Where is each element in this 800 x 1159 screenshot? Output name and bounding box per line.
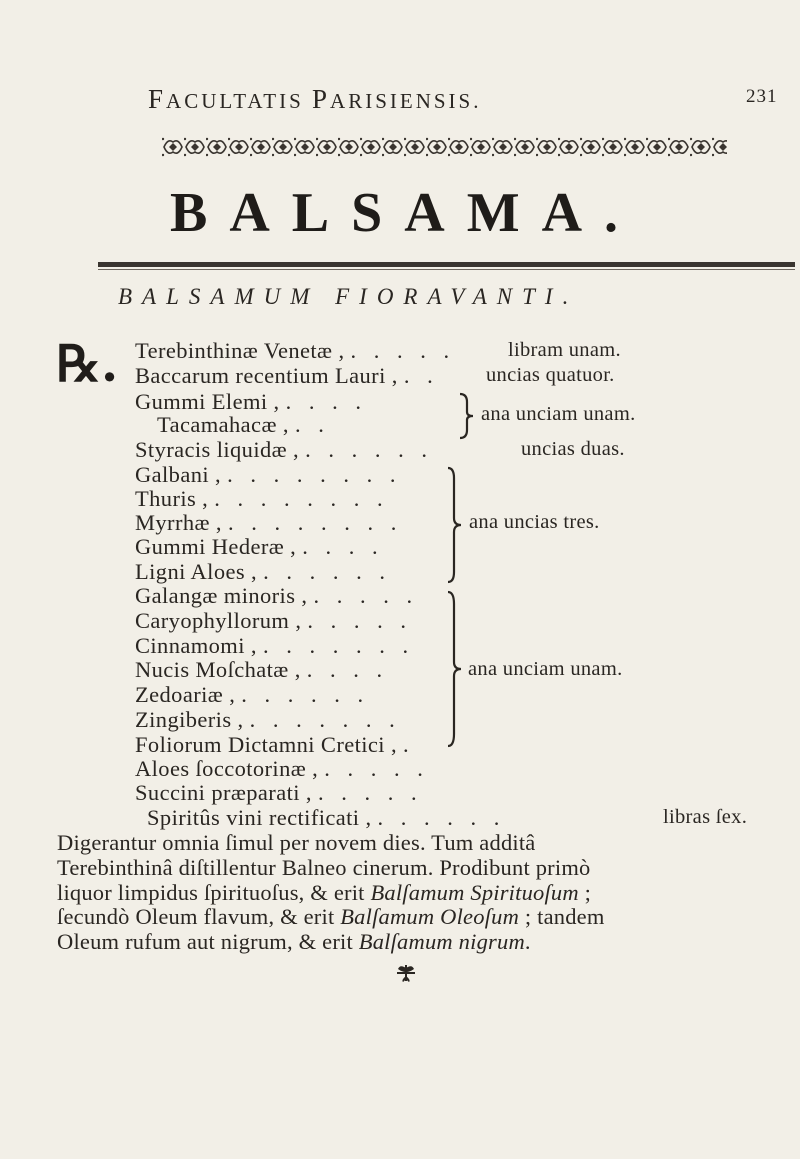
italic-run: Balſamum Spirituoſum xyxy=(370,880,579,905)
leader-dots: . . . . . . . xyxy=(249,707,401,732)
ingredient-name: Aloes ſoccotorinæ , xyxy=(135,756,319,781)
text-run: ; tandem xyxy=(519,904,605,929)
ingredient-name: Gummi Elemi , xyxy=(135,389,280,414)
title-rule-thin xyxy=(98,269,795,270)
recipe-title: BALSAMUM FIORAVANTI. xyxy=(118,284,579,309)
ingredient-line xyxy=(135,437,433,463)
ingredient-name: Galangæ minoris , xyxy=(135,583,308,608)
ingredient-line xyxy=(135,583,418,609)
ingredient-line xyxy=(135,534,384,560)
quantity: uncias quatuor. xyxy=(486,364,615,386)
ingredient-line xyxy=(135,486,389,512)
text-run: . xyxy=(524,929,531,954)
text-line xyxy=(57,929,531,955)
leader-dots: . . . . . xyxy=(317,780,423,805)
brace-icon xyxy=(458,392,476,440)
quantity: uncias duas. xyxy=(521,438,625,460)
text-run: liquor limpidus ſpirituoſus, & erit xyxy=(57,880,371,905)
text-line xyxy=(57,904,605,930)
ingredient-name: Cinnamomi , xyxy=(135,633,257,658)
text-line: Terebinthinâ diſtillentur Balneo cinerum. Prodibunt primò xyxy=(57,855,591,880)
leader-dots: . . xyxy=(294,412,330,437)
leader-dots: . . . . . . xyxy=(263,559,391,584)
ingredient-name: Tacamahacæ , xyxy=(157,412,289,437)
brace-icon xyxy=(446,466,464,584)
leader-dots: . . . . . xyxy=(313,583,419,608)
leader-dots: . . . . xyxy=(285,389,367,414)
leader-dots: . . . . . xyxy=(307,608,413,633)
title-rule-thick xyxy=(98,262,795,267)
ingredient-name: Caryophyllorum , xyxy=(135,608,302,633)
flower-tailpiece-icon xyxy=(393,962,419,984)
ingredient-line xyxy=(135,510,402,536)
ingredient-line xyxy=(135,732,415,758)
leader-dots: . . . . . . . . xyxy=(227,462,402,487)
leader-dots: . . . . . . xyxy=(241,682,370,707)
italic-run: Balſamum Oleoſum xyxy=(340,904,520,929)
running-head xyxy=(148,84,481,115)
ingredient-name: Myrrhæ , xyxy=(135,510,222,535)
leader-dots: . . . . . . . . xyxy=(227,510,403,535)
ingredient-line xyxy=(135,707,401,733)
recipe-symbol: ℞. xyxy=(56,334,119,393)
brace-icon xyxy=(446,590,464,748)
text-run: Oleum rufum aut nigrum, & erit xyxy=(57,929,359,954)
ingredient-line xyxy=(135,608,412,634)
page-number: 231 xyxy=(746,86,778,107)
ingredient-name: Zedoariæ , xyxy=(135,682,236,707)
ingredient-line xyxy=(135,559,391,585)
leader-dots: . . . . . . xyxy=(305,437,433,462)
running-head-initial2: P xyxy=(312,84,331,114)
ingredient-name: Gummi Hederæ , xyxy=(135,534,297,559)
ornament-band-icon xyxy=(162,136,727,158)
ingredient-line xyxy=(157,412,330,438)
leader-dots: . . xyxy=(403,363,439,388)
ingredient-line xyxy=(147,805,505,831)
text-line xyxy=(57,880,591,906)
running-head-initial: F xyxy=(148,84,167,114)
ingredient-line xyxy=(135,780,423,806)
ingredient-name: Terebinthinæ Venetæ , xyxy=(135,338,345,363)
quantity: ana unciam unam. xyxy=(481,403,636,425)
running-head-word1: ACULTATIS xyxy=(166,89,313,113)
ingredient-line xyxy=(135,657,388,683)
text-run: ; xyxy=(578,880,592,905)
quantity: libras ſex. xyxy=(663,806,748,828)
ingredient-line xyxy=(135,363,439,389)
ingredient-name: Foliorum Dictamni Cretici , xyxy=(135,732,398,757)
ingredient-line xyxy=(135,462,401,488)
leader-dots: . . . . . . . . xyxy=(214,486,389,511)
leader-dots: . . . . . . . xyxy=(262,633,415,658)
ingredient-line xyxy=(135,682,369,708)
ingredient-name: Nucis Moſchatæ , xyxy=(135,657,301,682)
italic-run: Balſamum nigrum xyxy=(358,929,525,954)
leader-dots: . . . . . . xyxy=(377,805,506,830)
ingredient-name: Zingiberis , xyxy=(135,707,244,732)
ingredient-name: Thuris , xyxy=(135,486,209,511)
quantity: ana uncias tres. xyxy=(469,511,600,533)
ingredient-name: Ligni Aloes , xyxy=(135,559,258,584)
leader-dots: . . . . . xyxy=(350,338,456,363)
ingredient-name: Baccarum recentium Lauri , xyxy=(135,363,398,388)
leader-dots: . . . . . xyxy=(324,756,429,781)
leader-dots: . xyxy=(403,732,415,757)
quantity: libram unam. xyxy=(508,339,621,361)
running-head-word2: ARISIENSIS. xyxy=(330,89,482,113)
ingredient-line xyxy=(135,756,429,782)
ingredient-name: Succini præparati , xyxy=(135,780,312,805)
section-title: BALSAMA. xyxy=(170,182,641,244)
ingredient-name: Galbani , xyxy=(135,462,222,487)
text-line: Digerantur omnia ſimul per novem dies. Tum additâ xyxy=(57,830,536,855)
ingredient-line xyxy=(135,633,414,659)
quantity: ana unciam unam. xyxy=(468,658,623,680)
ingredient-name: Styracis liquidæ , xyxy=(135,437,300,462)
ingredient-name: Spiritûs vini rectificati , xyxy=(147,805,372,830)
ingredient-line xyxy=(135,338,455,364)
leader-dots: . . . . xyxy=(302,534,384,559)
text-run: ſecundò Oleum flavum, & erit xyxy=(57,904,341,929)
leader-dots: . . . . xyxy=(306,657,389,682)
